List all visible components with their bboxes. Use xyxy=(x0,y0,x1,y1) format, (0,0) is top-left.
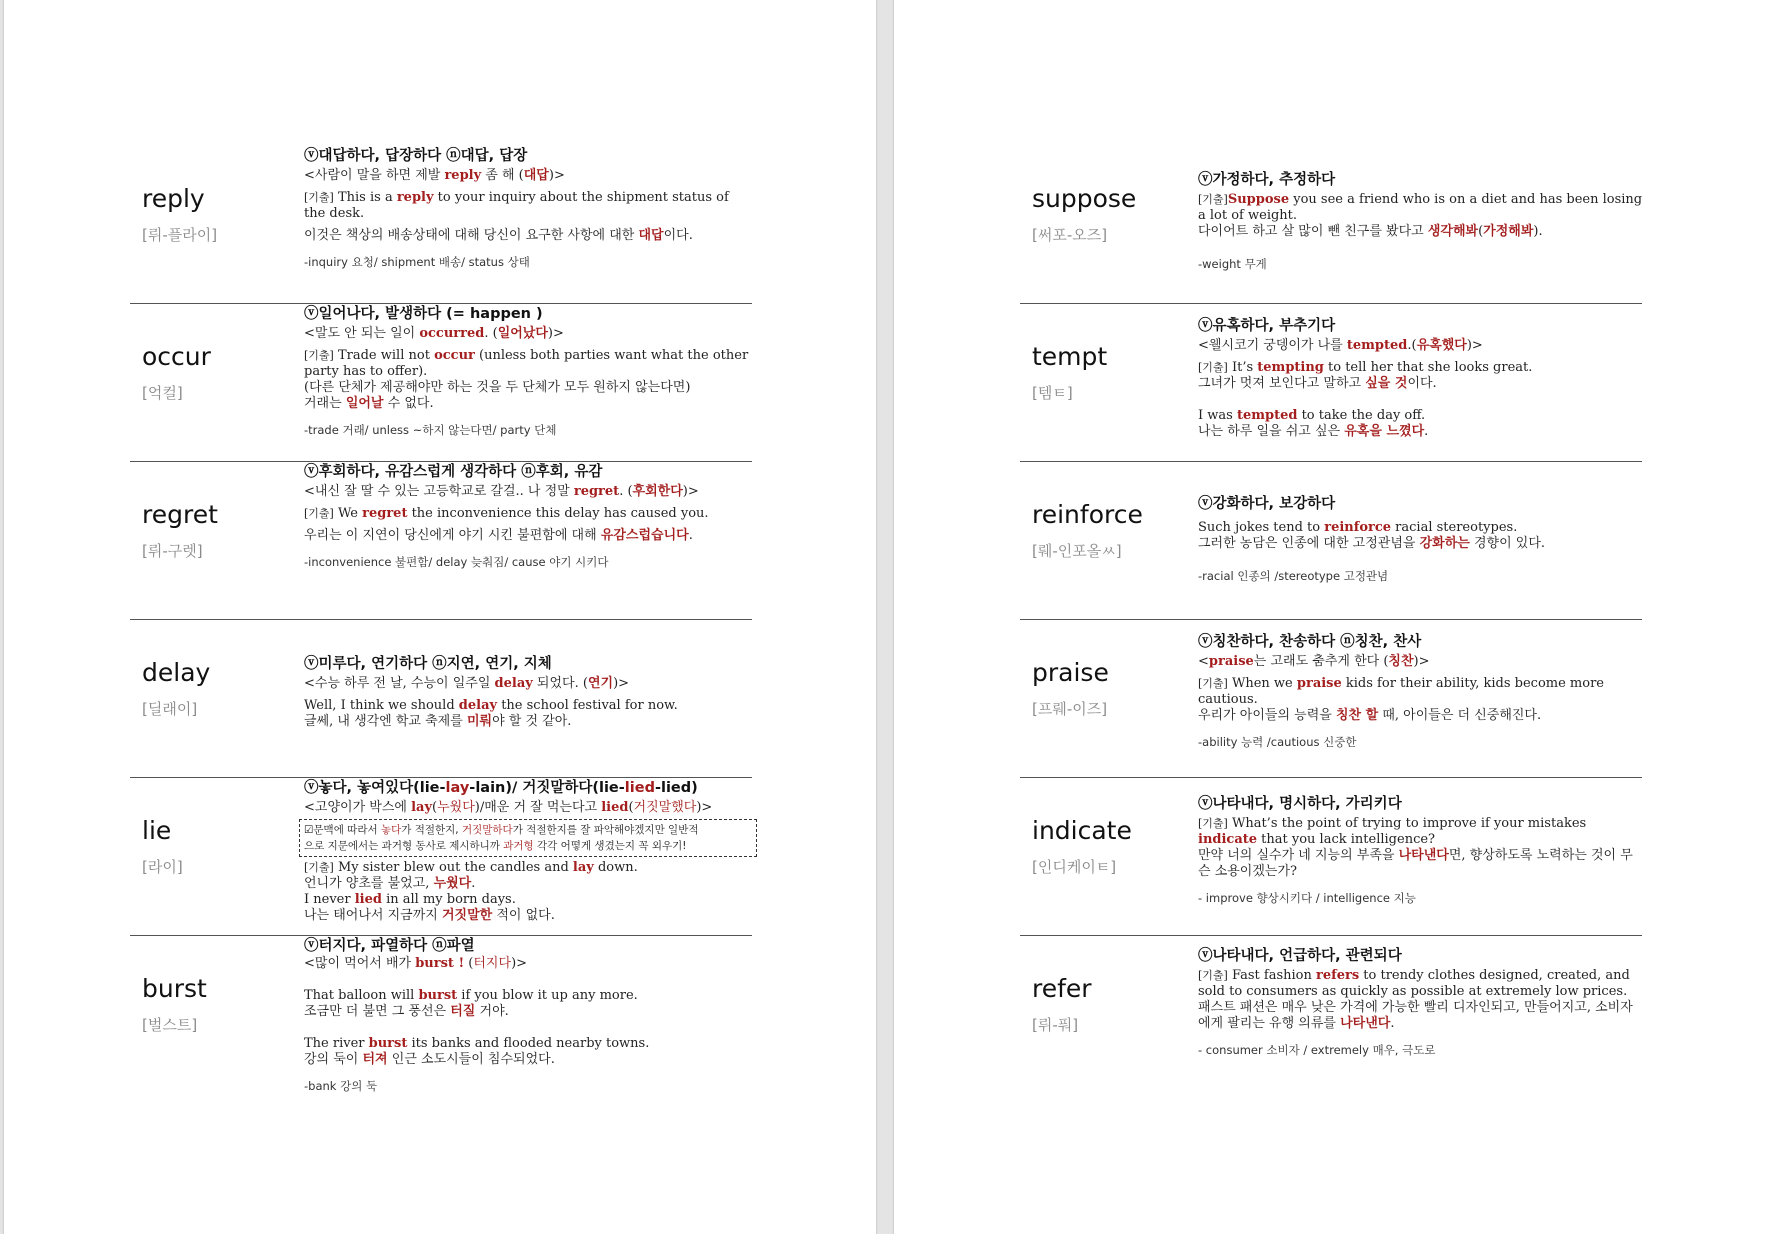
entry-body xyxy=(304,462,750,570)
definition: ⓥ놓다, 놓여있다(lie-lay-lain)/ 거짓말하다(lie-lied-lied) xyxy=(304,780,698,796)
pronunciation: [라이] xyxy=(142,858,183,876)
vocab-note: - improve 향상시키다 / intelligence 지능 xyxy=(1198,891,1416,905)
headword: reply xyxy=(142,184,205,213)
entry-tempt xyxy=(1020,304,1642,462)
example-english: That balloon will burst if you blow it up any more. xyxy=(304,988,638,1003)
example-korean: 나는 하루 일을 쉬고 싶은 유혹을 느꼈다. xyxy=(1198,424,1429,439)
example-english: I never lied in all my born days. xyxy=(304,892,516,907)
vocab-note: -bank 강의 둑 xyxy=(304,1079,378,1093)
headword: indicate xyxy=(1032,816,1132,845)
entry-burst xyxy=(130,936,752,1093)
definition: ⓥ터지다, 파열하다 ⓝ파열 xyxy=(304,938,475,954)
definition: ⓥ후회하다, 유감스럽게 생각하다 ⓝ후회, 유감 xyxy=(304,464,603,480)
pronunciation: [뤠-인포올ㅆ] xyxy=(1032,542,1122,560)
example-korean: 언니가 양초를 불었고, 누웠다. xyxy=(304,876,476,891)
pronunciation: [템ㅌ] xyxy=(1032,384,1073,402)
pronunciation: [딜래이] xyxy=(142,700,198,718)
example-korean: 그러한 농담은 인종에 대한 고정관념을 강화하는 경향이 있다. xyxy=(1198,536,1546,551)
pronunciation: [뤼-플라이] xyxy=(142,226,218,244)
entry-reinforce xyxy=(1020,462,1642,620)
example-mnemonic: <수능 하루 전 날, 수능이 일주일 delay 되었다. (연기)> xyxy=(304,676,630,691)
vocab-note: -inconvenience 불편함/ delay 늦춰짐/ cause 야기 시키다 xyxy=(304,555,609,569)
pronunciation: [프뤠-이즈] xyxy=(1032,700,1108,718)
headword: refer xyxy=(1032,974,1092,1003)
definition: ⓥ칭찬하다, 찬송하다 ⓝ칭찬, 찬사 xyxy=(1198,634,1422,650)
left-page xyxy=(4,0,876,1234)
example-mnemonic: <내신 잘 딸 수 있는 고등학교로 갈걸.. 나 정말 regret. (후회한다)> xyxy=(304,484,699,499)
definition: ⓥ가정하다, 추정하다 xyxy=(1198,172,1336,188)
vocab-note: - consumer 소비자 / extremely 매우, 극도로 xyxy=(1198,1043,1436,1057)
example-korean: 나는 태어나서 지금까지 거짓말한 적이 없다. xyxy=(304,908,555,923)
entry-regret xyxy=(130,462,752,620)
pronunciation: [뤼-구렛] xyxy=(142,542,203,560)
pronunciation: [써포-오즈] xyxy=(1032,226,1108,244)
vocab-note: -ability 능력 /cautious 신중한 xyxy=(1198,735,1357,749)
pronunciation: [억컬] xyxy=(142,384,183,402)
example-english: The river burst its banks and flooded nearby towns. xyxy=(304,1036,650,1051)
example-mnemonic: <사람이 말을 하면 제발 reply 좀 해 (대답)> xyxy=(304,168,565,183)
entry-praise xyxy=(1020,620,1642,778)
definition: ⓥ나타내다, 명시하다, 가리키다 xyxy=(1198,796,1402,812)
entry-body xyxy=(304,304,750,438)
definition: ⓥ대답하다, 답장하다 ⓝ대답, 답장 xyxy=(304,148,528,164)
example-korean: 조금만 더 불면 그 풍선은 터질 거야. xyxy=(304,1004,509,1019)
example-korean: 다이어트 하고 살 많이 뺀 친구를 봤다고 생각해봐(가정해봐). xyxy=(1198,224,1543,239)
usage-note-box xyxy=(299,819,757,857)
headword: occur xyxy=(142,342,211,371)
example-english: [기출] Fast fashion refers to trendy clothes designed, created, and sold to consumers as quickly as possible at extremely low prices. xyxy=(1198,968,1630,999)
entry-body xyxy=(1198,494,1644,584)
example-korean: 글쎄, 내 생각엔 학교 축제를 미뤄야 할 것 같아. xyxy=(304,714,572,729)
pronunciation: [뤼-풔] xyxy=(1032,1016,1079,1034)
vocab-note: -weight 무게 xyxy=(1198,257,1267,271)
headword: lie xyxy=(142,816,172,845)
entry-occur xyxy=(130,304,752,462)
entry-suppose xyxy=(1020,146,1642,304)
example-english: [기출]Suppose you see a friend who is on a diet and has been losing a lot of weight. xyxy=(1198,192,1643,223)
entry-body xyxy=(1198,794,1644,906)
headword: reinforce xyxy=(1032,500,1143,529)
entry-body xyxy=(1198,316,1644,440)
pronunciation: [벌스트] xyxy=(142,1016,198,1034)
example-mnemonic: <많이 먹어서 배가 burst ! (터지다)> xyxy=(304,956,528,971)
entry-lie xyxy=(130,778,752,936)
example-mnemonic: <고양이가 박스에 lay(누웠다)/매운 거 잘 먹는다고 lied(거짓말했다)> xyxy=(304,800,713,815)
entry-delay xyxy=(130,620,752,778)
example-english: [기출] Trade will not occur (unless both parties want what the other party has to offer). xyxy=(304,348,749,379)
headword: delay xyxy=(142,658,211,687)
vocab-note: -racial 인종의 /stereotype 고정관념 xyxy=(1198,569,1389,583)
entry-body xyxy=(304,146,750,270)
example-english: [기출] This is a reply to your inquiry about the shipment status of the desk. xyxy=(304,190,729,221)
entry-body xyxy=(304,778,750,924)
example-korean: 거래는 일어날 수 없다. xyxy=(304,396,434,411)
headword: burst xyxy=(142,974,207,1003)
entry-indicate xyxy=(1020,778,1642,936)
example-korean: 만약 너의 실수가 네 지능의 부족을 나타낸다면, 향상하도록 노력하는 것이 무슨 소용이겠는가? xyxy=(1198,848,1633,879)
definition: ⓥ미루다, 연기하다 ⓝ지연, 연기, 지체 xyxy=(304,656,552,672)
pronunciation: [인디케이ㅌ] xyxy=(1032,858,1117,876)
definition: ⓥ유혹하다, 부추기다 xyxy=(1198,318,1336,334)
example-korean-paren: (다른 단체가 제공해야만 하는 것을 두 단체가 모두 원하지 않는다면) xyxy=(304,380,691,395)
headword: regret xyxy=(142,500,218,529)
example-mnemonic: <praise는 고래도 춤추게 한다 (칭찬)> xyxy=(1198,654,1430,669)
definition: ⓥ나타내다, 언급하다, 관련되다 xyxy=(1198,948,1402,964)
example-mnemonic: <웰시코기 궁뎅이가 나를 tempted.(유혹했다)> xyxy=(1198,338,1483,353)
headword: tempt xyxy=(1032,342,1108,371)
right-page xyxy=(894,0,1772,1234)
example-english: [기출] My sister blew out the candles and lay down. xyxy=(304,860,638,875)
example-korean: 패스트 패션은 매우 낮은 가격에 가능한 빨리 디자인되고, 만들어지고, 소비자에게 팔리는 유행 의류를 나타낸다. xyxy=(1198,1000,1633,1031)
usage-note-line: ☑문맥에 따라서 놓다가 적절한지, 거짓말하다가 적절한지를 잘 파악해야겠지만 일반적 xyxy=(304,824,699,836)
entry-body xyxy=(1198,946,1644,1058)
example-korean: 우리가 아이들의 능력을 칭찬 할 때, 아이들은 더 신중해진다. xyxy=(1198,708,1542,723)
headword: suppose xyxy=(1032,184,1137,213)
example-korean: 강의 둑이 터져 인근 소도시들이 침수되었다. xyxy=(304,1052,555,1067)
vocab-note: -trade 거래/ unless ~하지 않는다면/ party 단체 xyxy=(304,423,557,437)
example-korean: 이것은 책상의 배송상태에 대해 당신이 요구한 사항에 대한 대답이다. xyxy=(304,228,693,243)
example-english: Such jokes tend to reinforce racial stereotypes. xyxy=(1198,520,1518,535)
entry-reply xyxy=(130,146,752,304)
example-english: Well, I think we should delay the school festival for now. xyxy=(304,698,678,713)
example-mnemonic: <말도 안 되는 일이 occurred. (일어났다)> xyxy=(304,326,564,341)
example-english: [기출] It’s tempting to tell her that she looks great. xyxy=(1198,360,1533,375)
entry-refer xyxy=(1020,936,1642,1093)
example-english: I was tempted to take the day off. xyxy=(1198,408,1426,423)
example-korean: 우리는 이 지연이 당신에게 야기 시킨 불편함에 대해 유감스럽습니다. xyxy=(304,528,693,543)
headword: praise xyxy=(1032,658,1109,687)
definition: ⓥ일어나다, 발생하다 (= happen ) xyxy=(304,306,543,322)
entry-body xyxy=(304,654,750,730)
example-english: [기출] We regret the inconvenience this delay has caused you. xyxy=(304,506,709,521)
entry-body xyxy=(304,936,750,1094)
vocab-note: -inquiry 요청/ shipment 배송/ status 상태 xyxy=(304,255,530,269)
definition: ⓥ강화하다, 보강하다 xyxy=(1198,496,1336,512)
entry-body xyxy=(1198,170,1644,272)
entry-body xyxy=(1198,632,1644,750)
example-english: [기출] What’s the point of trying to improve if your mistakes indicate that you lack intelligence? xyxy=(1198,816,1587,847)
usage-note-line: 으로 지문에서는 과거형 동사로 제시하니까 과거형 각각 어떻게 생겼는지 꼭 외우기! xyxy=(304,840,687,852)
example-english: [기출] When we praise kids for their ability, kids become more cautious. xyxy=(1198,676,1604,707)
example-korean: 그녀가 멋져 보인다고 말하고 싶을 것이다. xyxy=(1198,376,1437,391)
